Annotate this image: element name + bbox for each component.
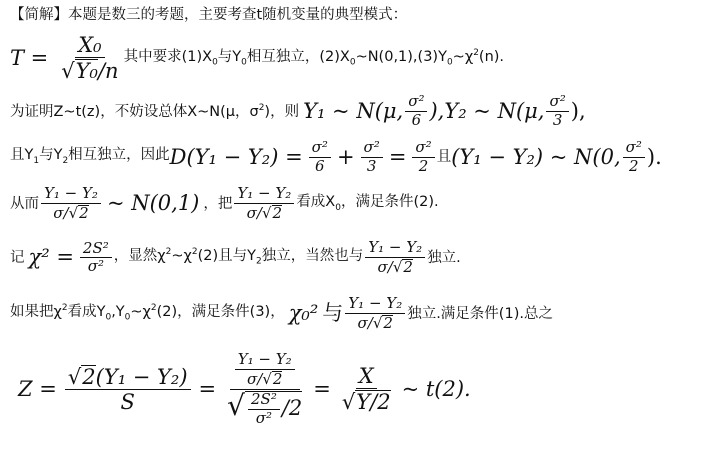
cond-sub-4: 0 xyxy=(446,57,453,68)
std-dist: ~ N(0,1) xyxy=(106,191,200,216)
chi-sub: 2 xyxy=(256,257,262,268)
chi-square-line xyxy=(10,240,461,276)
var-frac-2-den: 3 xyxy=(366,156,377,175)
z-big-den: √ $\frac{\text{2S²}}{\text{σ²}}$ /2 xyxy=(227,388,303,427)
std-den-rad: 2 xyxy=(79,203,89,222)
std-text-3a: 看成X xyxy=(296,193,336,210)
diff-dist: (Y₁ − Y₂) ~ N(0, xyxy=(451,144,621,169)
z-f3-rad: Y/2 xyxy=(356,390,391,415)
c3-sup: 2 xyxy=(61,303,68,314)
c3-sup-b: 2 xyxy=(150,303,157,314)
z-big-num xyxy=(230,352,300,390)
assumption-text xyxy=(10,104,299,119)
z-bn-num: Y₁ − Y₂ xyxy=(235,352,295,370)
var-frac-1-num: σ² xyxy=(309,140,331,158)
c3-sub-b: 0 xyxy=(124,313,131,324)
chi-symbol: χ² = xyxy=(28,245,74,270)
variance-intro xyxy=(10,148,170,166)
z-frac-1-den: S xyxy=(120,390,135,415)
intro-line xyxy=(10,8,407,23)
c3-frac xyxy=(345,296,405,332)
std-den-a: σ/ xyxy=(53,203,69,222)
cond-sub-1: 0 xyxy=(212,57,218,68)
std-frac-2-den: σ/√2 xyxy=(246,203,283,222)
var-frac-3-den: 2 xyxy=(418,156,429,175)
std-frac xyxy=(41,186,101,222)
z-big-den-rad xyxy=(245,391,302,427)
t-frac-den: √Y₀/n xyxy=(61,59,119,84)
cond-text-4: ~N(0,1),(3)Y xyxy=(355,48,447,65)
z-frac-3-den: √Y/2 xyxy=(341,390,391,415)
y2-dist: ),Y₂ ~ N(μ, xyxy=(429,98,545,123)
var-frac-2-num: σ² xyxy=(361,140,383,158)
var-eq: = xyxy=(388,144,407,169)
t-lhs: T = xyxy=(10,45,49,70)
chi-sup-a: 2 xyxy=(165,247,172,258)
z-big-num-frac xyxy=(235,352,295,388)
chi-sup-b: 2 xyxy=(191,247,198,258)
cond-sup: 2 xyxy=(473,47,479,58)
t-definition-line xyxy=(10,34,504,82)
standardize-line xyxy=(10,186,439,222)
assume-text-2: )，则 xyxy=(264,103,300,120)
var-text-2: 与Y xyxy=(39,147,63,164)
cond-text-2: 与Y xyxy=(217,48,242,65)
c3-t3: ,Y xyxy=(111,304,125,321)
y1-var-den: 6 xyxy=(411,110,422,129)
var-sub-1: 1 xyxy=(33,156,40,167)
z-frac-1 xyxy=(65,365,191,413)
cond-text-1: 其中要求(1)X xyxy=(123,48,213,65)
cond-text-5: ~χ xyxy=(452,48,474,65)
std-text-3 xyxy=(296,195,438,213)
y2-var-fraction xyxy=(546,94,568,129)
z-big-frac xyxy=(224,352,305,426)
c3-sub-a: 0 xyxy=(105,313,112,324)
chi-t5: 独立，当然也与 xyxy=(261,248,364,265)
chi2-den-rad: 2 xyxy=(403,257,413,276)
c3-t4: ~χ xyxy=(130,304,151,321)
z-bn-den: σ/√2 xyxy=(247,369,283,388)
assume-sup: 2 xyxy=(258,102,265,113)
cond-sub-2: 0 xyxy=(241,57,247,68)
t-conditions xyxy=(124,49,504,68)
z-bn-den-rad: 2 xyxy=(272,369,283,388)
z-f1-rad: 2 xyxy=(82,365,96,390)
std2-den-rad: 2 xyxy=(272,203,283,222)
std-frac-den: σ/√2 xyxy=(53,203,89,222)
variance-expr: D(Y₁ − Y₂) = xyxy=(169,144,303,169)
var-frac-3-num: σ² xyxy=(412,140,434,158)
var-sub-2: 2 xyxy=(62,156,69,167)
variance-line xyxy=(10,140,662,175)
std-text-1: 从而 xyxy=(10,195,39,212)
chi-frac-den: σ² xyxy=(87,257,104,276)
y2-var-den: 3 xyxy=(552,110,563,129)
z-bd-frac xyxy=(248,389,280,427)
chi-frac-num: 2S² xyxy=(80,241,112,259)
var-frac-4-den: 2 xyxy=(629,156,639,175)
c3-t5: (2)，满足条件(3)， xyxy=(156,304,285,321)
chi-frac xyxy=(80,238,112,276)
z-bd-tail: /2 xyxy=(281,395,303,420)
intro-text: 【简解】本题是数三的考题，主要考查t随机变量的典型模式： xyxy=(10,7,408,23)
var-text-3: 相互独立，因此 xyxy=(68,147,170,164)
std-frac-2 xyxy=(234,186,294,222)
c3-yu: 与 xyxy=(322,301,344,326)
chi-t4: (2)且与Y xyxy=(197,248,257,265)
chi-text-2 xyxy=(114,248,363,267)
t-fraction xyxy=(58,34,121,82)
var-plus: + xyxy=(336,144,355,169)
c3-frac-num: Y₁ − Y₂ xyxy=(345,296,405,314)
z-lhs: Z = xyxy=(18,376,57,401)
chi-frac-2-num: Y₁ − Y₂ xyxy=(365,240,425,258)
c3-den-a: σ/ xyxy=(357,313,373,332)
z-frac-3-num: X xyxy=(356,365,377,389)
z-frac-1-num: √2(Y₁ − Y₂) xyxy=(65,365,191,390)
cond-text-3: 相互独立，(2)X xyxy=(246,48,350,65)
std-frac-2-num: Y₁ − Y₂ xyxy=(234,186,294,204)
c3-frac-den: σ/√2 xyxy=(357,313,393,332)
y1-dist: Y₁ ~ N(μ, xyxy=(303,98,404,123)
var-end: ). xyxy=(646,144,662,169)
assume-text-1: 为证明Z~t(z)，不妨设总体X~N(μ，σ xyxy=(10,103,259,120)
c3-t1: 如果把χ xyxy=(10,304,62,321)
t-den-tail: /n xyxy=(97,59,119,84)
z-eq-1: = xyxy=(198,376,217,401)
cond-sub-3: 0 xyxy=(349,57,356,68)
var-frac-4 xyxy=(623,140,645,175)
std-frac-num: Y₁ − Y₂ xyxy=(41,186,101,204)
cond-text-6: (n). xyxy=(478,48,505,65)
std2-den-a: σ/ xyxy=(246,203,262,222)
chi0-symbol: χ₀² xyxy=(288,301,319,326)
t-den-radicand: Y₀ xyxy=(75,59,98,84)
c3-t2: 看成Y xyxy=(67,304,106,321)
c3-den-rad: 2 xyxy=(383,313,393,332)
var-frac-4-num: σ² xyxy=(623,140,645,158)
z-f1-tail: (Y₁ − Y₂) xyxy=(95,365,188,390)
c3-text-6: 独立.满足条件(1).总之 xyxy=(407,305,553,322)
y2-var-num: σ² xyxy=(546,94,568,112)
z-bn-den-a: σ/ xyxy=(247,369,263,388)
chi2-den-a: σ/ xyxy=(377,257,393,276)
condition3-line xyxy=(10,296,553,332)
chi-t2: ，显然χ xyxy=(113,248,166,265)
z-bd-den: σ² xyxy=(255,408,273,427)
y1-var-fraction xyxy=(405,94,427,129)
y1-var-num: σ² xyxy=(405,94,427,112)
z-eq-2: = xyxy=(313,376,331,401)
chi-frac-2-den: σ/√2 xyxy=(377,257,413,276)
std-text-4: ，满足条件(2). xyxy=(340,193,439,210)
chi-text-1: 记 xyxy=(10,249,25,266)
assume-end: ), xyxy=(570,98,586,123)
z-end: ~ t(2). xyxy=(401,376,471,401)
var-frac-1 xyxy=(309,140,331,175)
chi-t3: ~χ xyxy=(171,248,192,265)
var-frac-2 xyxy=(361,140,383,175)
std-text-2: ，把 xyxy=(203,195,233,212)
chi-text-6: 独立. xyxy=(427,249,461,266)
chi-frac-2 xyxy=(365,240,425,276)
var-and: 且 xyxy=(436,149,452,165)
t-frac-num: X₀ xyxy=(75,34,104,58)
c3-text xyxy=(10,304,285,323)
z-frac-3 xyxy=(339,365,394,413)
var-frac-1-den: 6 xyxy=(315,156,325,175)
var-frac-3 xyxy=(412,140,434,175)
z-bd-num: 2S² xyxy=(248,392,280,410)
final-formula xyxy=(18,352,471,426)
assumption-line xyxy=(10,94,586,129)
var-text-1: 且Y xyxy=(10,147,34,164)
std-sub: 0 xyxy=(335,202,341,213)
